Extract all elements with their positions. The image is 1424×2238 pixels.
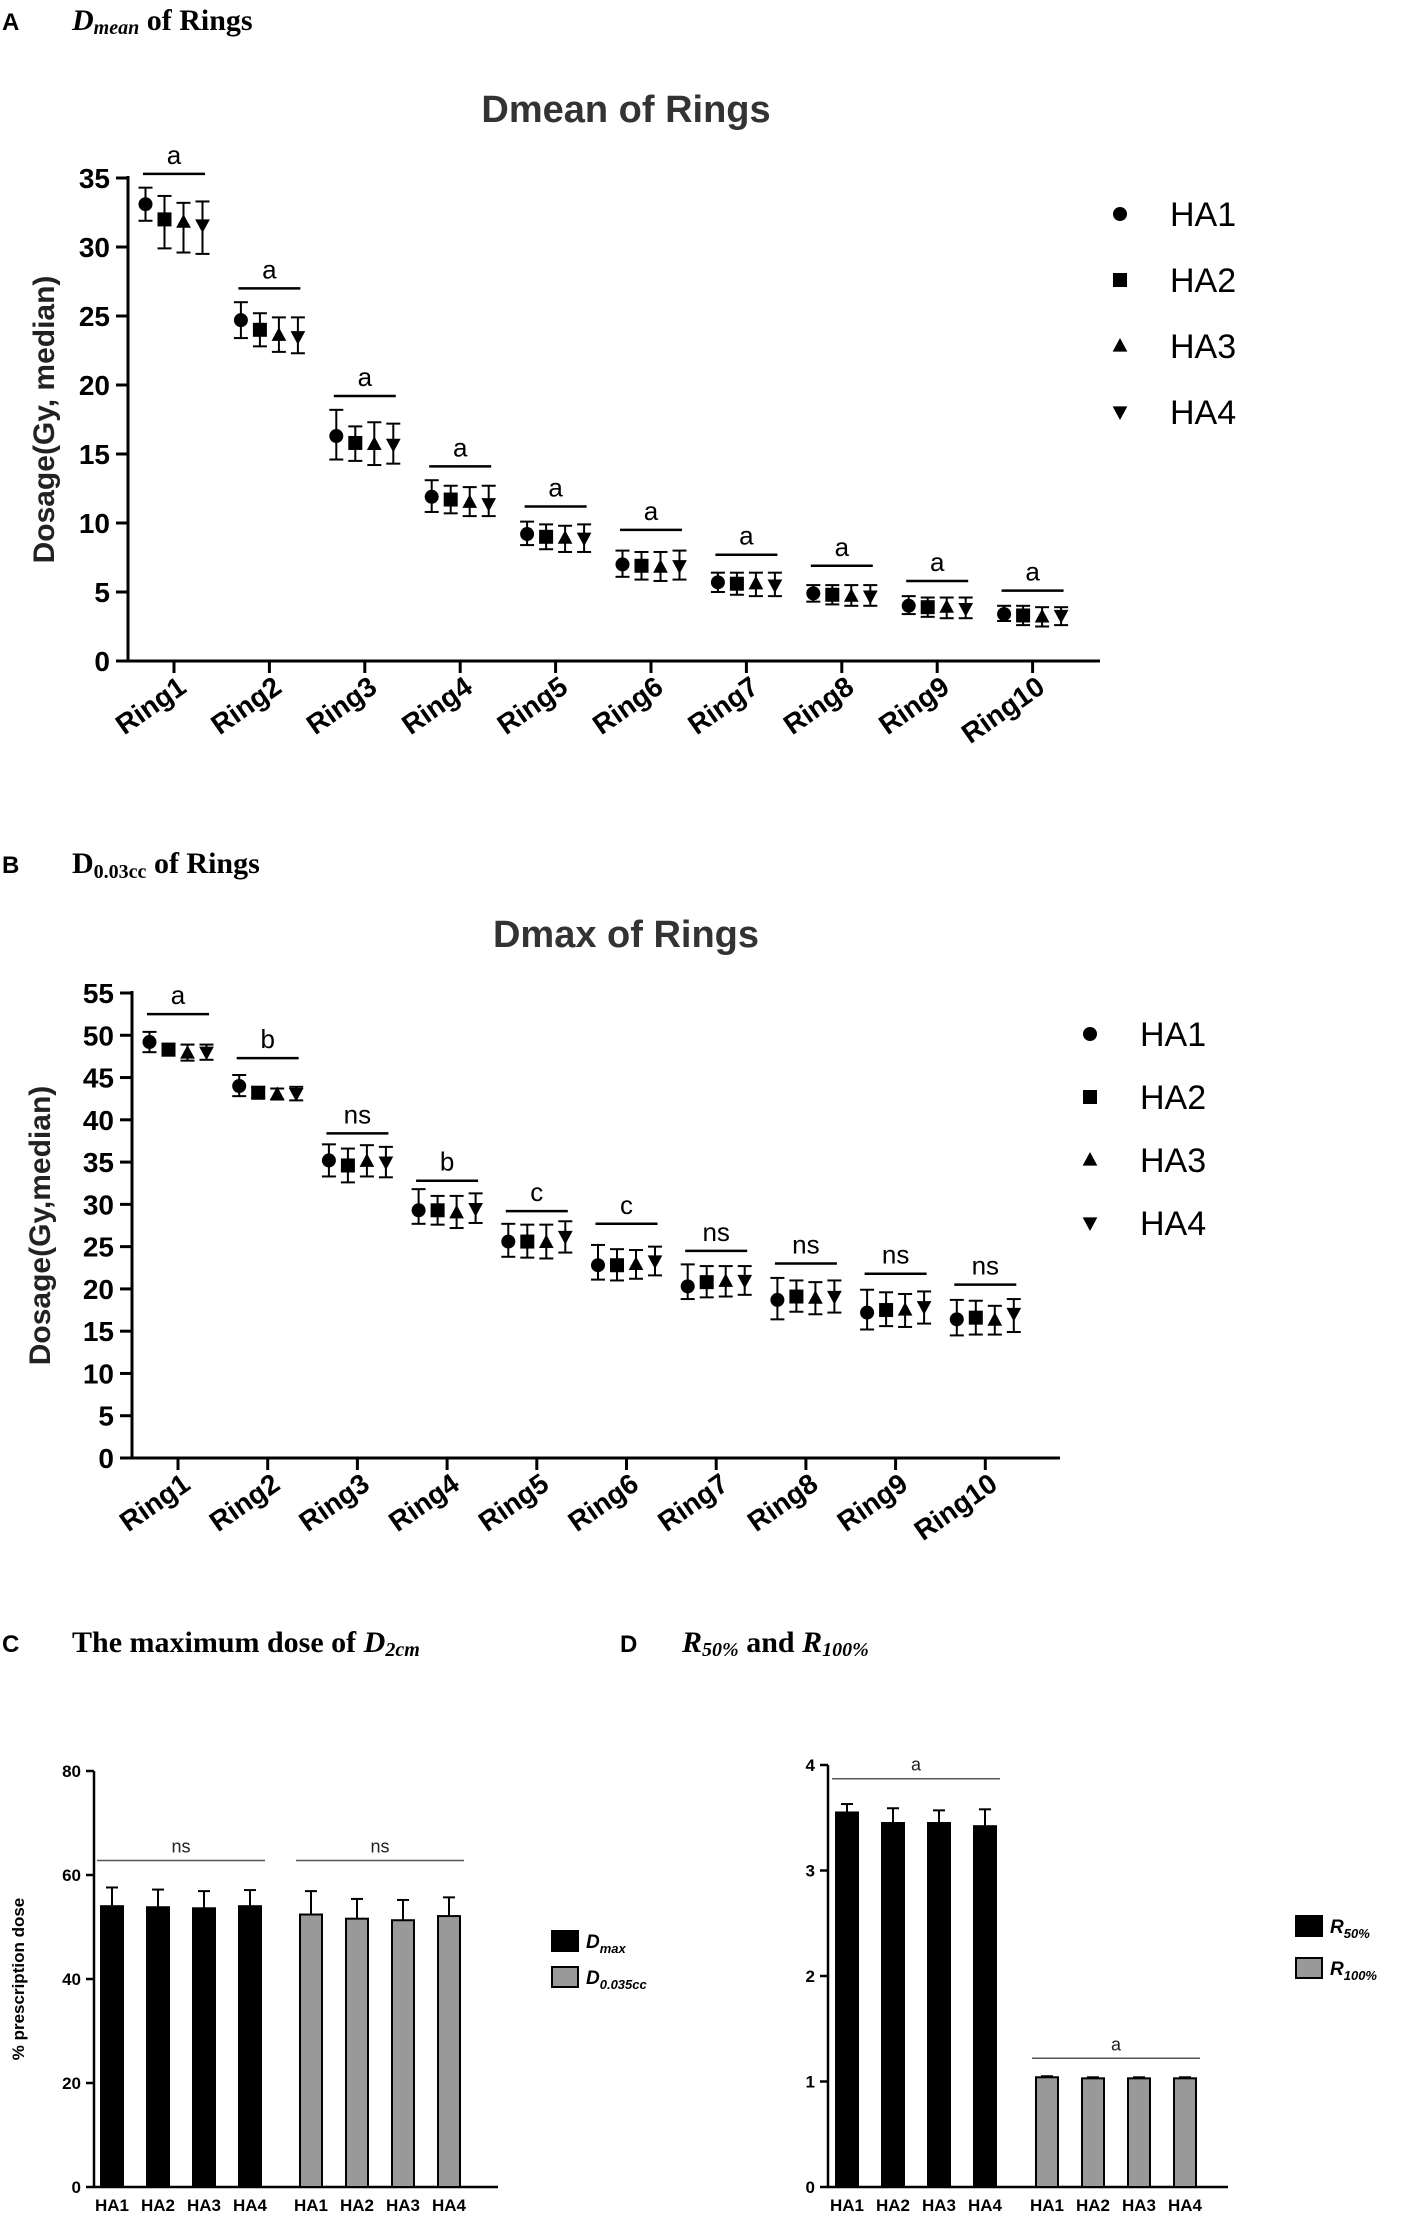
significance-label: ns (171, 1836, 191, 1857)
y-tick-label: 15 (78, 439, 110, 470)
y-tick-label: 25 (82, 1231, 114, 1263)
data-point (234, 313, 248, 327)
legend-marker (1083, 1217, 1098, 1231)
bar (928, 1823, 950, 2187)
panel-a-caption (2, 4, 253, 39)
data-point (808, 1290, 823, 1304)
legend-marker (1083, 1152, 1098, 1166)
y-tick-label: 1 (805, 2072, 815, 2092)
data-point (558, 530, 573, 544)
data-point (180, 1045, 195, 1059)
data-point (199, 1047, 214, 1061)
y-tick-label: 55 (82, 978, 114, 1009)
panel-c-caption (2, 1626, 420, 1661)
chart-a (28, 89, 1236, 749)
y-tick-label: 80 (62, 1762, 81, 1781)
data-point (997, 607, 1011, 621)
data-point (520, 1235, 534, 1249)
y-tick-label: 20 (62, 2074, 81, 2093)
significance-label: a (1025, 556, 1040, 587)
x-tick-label: HA2 (140, 2196, 176, 2215)
significance-label: a (548, 472, 563, 503)
legend-label-main: R (1330, 1917, 1344, 1938)
y-tick-label: 50 (82, 1020, 114, 1052)
legend-label-sub: 100% (1343, 1968, 1377, 1983)
chart-title: Dmean of Rings (481, 89, 771, 131)
x-tick-label: HA3 (186, 2196, 222, 2215)
panel-b-letter: B (2, 852, 20, 879)
data-point (291, 331, 306, 345)
significance-label: a (834, 531, 850, 562)
x-tick-label: Ring4 (396, 670, 478, 741)
legend-label-sub: 50% (1343, 1926, 1370, 1941)
data-point (718, 1273, 733, 1287)
significance-label: ns (343, 1099, 372, 1130)
bar (147, 1907, 169, 2187)
data-point (591, 1258, 605, 1272)
x-tick-label: HA4 (431, 2196, 467, 2215)
x-tick-label: HA1 (293, 2196, 329, 2215)
panel-d-letter: D (620, 1631, 638, 1658)
legend-label (1330, 1917, 1370, 1941)
x-tick-label: HA4 (1167, 2196, 1203, 2215)
legend-label: HA3 (1140, 1142, 1207, 1180)
y-tick-label: 30 (78, 232, 110, 263)
x-tick-label: HA3 (921, 2196, 957, 2215)
data-point (412, 1203, 426, 1217)
panel-b-title-rest: of Rings (146, 847, 260, 880)
panel-a-title-rest: of Rings (139, 4, 253, 37)
data-point (539, 530, 553, 544)
data-point (616, 557, 630, 571)
legend-marker (1083, 1027, 1097, 1041)
data-point (879, 1303, 893, 1317)
data-point (648, 1255, 663, 1269)
panel-a-title (71, 4, 253, 39)
data-point (681, 1279, 695, 1293)
legend-label-main: R (1330, 1959, 1344, 1980)
significance-label: c (530, 1177, 544, 1208)
y-tick-label: 10 (82, 1358, 114, 1390)
legend-swatch (552, 1967, 578, 1987)
x-tick-label: Ring10 (955, 670, 1051, 750)
y-tick-label: 3 (805, 1861, 815, 1881)
data-point (825, 588, 839, 602)
panel-b-title-sub: 0.03cc (93, 861, 147, 883)
data-point (520, 527, 534, 541)
legend-label: HA2 (1140, 1079, 1207, 1117)
y-tick-label: 5 (94, 577, 110, 608)
data-point (672, 560, 687, 574)
legend-label: HA1 (1140, 1016, 1207, 1054)
y-axis-label: Dosage(Gy,median) (24, 1085, 57, 1366)
data-point (462, 494, 477, 508)
data-point (950, 1312, 964, 1326)
data-point (425, 490, 439, 504)
data-point (1054, 610, 1069, 624)
data-point (921, 600, 935, 614)
data-point (749, 576, 764, 590)
legend-marker (1113, 207, 1127, 221)
bar (836, 1812, 858, 2187)
panel-d-caption (620, 1626, 869, 1661)
x-tick-label: HA1 (1029, 2196, 1065, 2215)
y-tick-label: 5 (98, 1400, 114, 1432)
x-tick-label: Ring8 (777, 670, 860, 741)
legend-label-main: D (586, 1968, 600, 1989)
data-point (143, 1035, 157, 1049)
chart-d (806, 1755, 1378, 2215)
panel-c-title-main: D (363, 1626, 386, 1659)
y-tick-label: 0 (94, 646, 110, 677)
bar (392, 1920, 414, 2187)
x-tick-label: Ring10 (908, 1467, 1003, 1547)
data-point (1016, 608, 1030, 622)
bar (438, 1916, 460, 2187)
significance-label: ns (792, 1229, 820, 1260)
data-point (939, 599, 954, 613)
bar (239, 1906, 261, 2187)
legend-label: HA3 (1170, 328, 1237, 366)
panel-a-letter: A (2, 9, 20, 36)
legend-swatch (1296, 1958, 1322, 1978)
significance-label: a (170, 980, 186, 1011)
significance-label: a (357, 362, 373, 393)
x-tick-label: HA1 (829, 2196, 865, 2215)
x-tick-label: HA4 (232, 2196, 268, 2215)
data-point (367, 436, 382, 450)
data-point (577, 533, 592, 547)
bar (300, 1915, 322, 2187)
legend-label-main: D (586, 1932, 600, 1953)
data-point (770, 1293, 784, 1307)
data-point (653, 559, 668, 573)
y-tick-label: 25 (78, 301, 110, 332)
data-point (969, 1311, 983, 1325)
data-point (1035, 609, 1050, 623)
bar (193, 1908, 215, 2187)
bar (1082, 2078, 1104, 2187)
panel-d-title-r50: R (682, 1626, 703, 1659)
x-tick-label: Ring6 (562, 1467, 644, 1538)
data-point (635, 559, 649, 573)
data-point (610, 1258, 624, 1272)
panel-a-title-main: D (72, 4, 94, 37)
significance-label: a (1110, 2034, 1122, 2055)
significance-label: ns (971, 1250, 1000, 1281)
data-point (863, 591, 878, 605)
data-point (468, 1203, 483, 1217)
x-tick-label: HA2 (1075, 2196, 1111, 2215)
y-tick-label: 15 (82, 1316, 114, 1348)
significance-label: b (439, 1146, 455, 1177)
data-point (700, 1275, 714, 1289)
legend-label: HA4 (1170, 394, 1237, 432)
y-tick-label: 40 (62, 1970, 81, 1989)
y-tick-label: 35 (78, 163, 110, 194)
y-axis-label: % prescription dose (9, 1897, 28, 2061)
data-point (348, 436, 362, 450)
x-tick-label: Ring5 (472, 1467, 555, 1538)
significance-label: a (929, 546, 945, 577)
legend-label: HA1 (1170, 196, 1237, 234)
data-point (253, 323, 267, 337)
panel-d-title-r50-sub: 50% (702, 1639, 739, 1661)
data-point (195, 219, 210, 233)
data-point (431, 1203, 445, 1217)
y-axis-label: Dosage(Gy, median) (28, 275, 61, 564)
significance-label: b (260, 1024, 275, 1055)
x-tick-label: Ring6 (586, 670, 669, 741)
data-point (711, 575, 725, 589)
data-point (341, 1158, 355, 1172)
data-point (558, 1231, 573, 1245)
y-tick-label: 20 (78, 370, 110, 401)
x-tick-label: HA3 (1121, 2196, 1157, 2215)
x-tick-label: Ring3 (300, 670, 383, 741)
legend-marker (1113, 273, 1127, 287)
data-point (539, 1234, 554, 1248)
data-point (481, 498, 496, 512)
data-point (737, 1275, 752, 1289)
significance-label: ns (702, 1216, 730, 1247)
data-point (898, 1302, 913, 1316)
legend-marker (1083, 1090, 1097, 1104)
x-tick-label: HA2 (339, 2196, 375, 2215)
data-point (902, 599, 916, 613)
x-tick-label: Ring1 (109, 670, 192, 741)
x-tick-label: Ring3 (293, 1467, 375, 1538)
data-point (987, 1312, 1002, 1326)
y-tick-label: 2 (805, 1967, 815, 1986)
data-point (162, 1043, 176, 1057)
y-tick-label: 60 (62, 1866, 81, 1885)
significance-label: ns (881, 1239, 910, 1270)
data-point (232, 1079, 246, 1093)
legend-label-sub: 0.035cc (599, 1977, 647, 1992)
y-tick-label: 40 (82, 1104, 114, 1136)
bar (346, 1919, 368, 2187)
data-point (449, 1205, 464, 1219)
data-point (789, 1290, 803, 1304)
legend-label-sub: max (599, 1941, 626, 1956)
panel-d-title-r100-sub: 100% (822, 1639, 869, 1661)
y-tick-label: 0 (71, 2178, 81, 2197)
panel-b-caption (2, 847, 260, 883)
data-point (176, 214, 191, 228)
legend-marker (1113, 406, 1128, 420)
chart-title: Dmax of Rings (492, 914, 760, 956)
panel-c-title-text: The maximum dose of (72, 1626, 364, 1659)
x-tick-label: HA3 (385, 2196, 421, 2215)
data-point (360, 1153, 375, 1167)
data-point (379, 1156, 394, 1170)
panel-d-title-and: and (738, 1626, 803, 1659)
legend-label (586, 1968, 647, 1992)
x-tick-label: Ring4 (383, 1467, 465, 1538)
panel-b-title (72, 847, 260, 883)
panel-c-title (72, 1626, 420, 1661)
bar (882, 1823, 904, 2187)
chart-b (24, 914, 1206, 1546)
legend-label: HA4 (1140, 1205, 1207, 1243)
data-point (827, 1291, 842, 1305)
y-tick-label: 30 (82, 1189, 114, 1221)
x-tick-label: Ring8 (741, 1467, 824, 1538)
data-point (958, 603, 973, 617)
significance-label: a (166, 139, 182, 170)
y-tick-label: 0 (98, 1443, 114, 1474)
data-point (139, 197, 153, 211)
bar (1036, 2077, 1058, 2187)
data-point (386, 439, 401, 453)
data-point (860, 1306, 874, 1320)
data-point (730, 577, 744, 591)
data-point (158, 212, 172, 226)
legend-label: HA2 (1170, 262, 1237, 300)
panel-c-title-sub: 2cm (385, 1639, 420, 1661)
panel-c-letter: C (2, 1631, 20, 1658)
chart-c (9, 1762, 647, 2215)
y-tick-label: 35 (82, 1147, 114, 1179)
x-tick-label: Ring5 (491, 670, 574, 741)
data-point (272, 327, 287, 341)
x-tick-label: Ring2 (205, 670, 287, 741)
significance-label: a (643, 495, 659, 526)
panel-b-title-main: D (72, 847, 94, 880)
data-point (917, 1301, 932, 1315)
data-point (251, 1086, 265, 1100)
legend-label (586, 1932, 627, 1956)
data-point (444, 493, 458, 507)
y-tick-label: 10 (78, 508, 110, 539)
data-point (501, 1235, 515, 1249)
data-point (629, 1256, 644, 1270)
significance-label: a (910, 1754, 922, 1775)
data-point (844, 588, 859, 602)
legend-swatch (552, 1931, 578, 1951)
x-tick-label: Ring7 (652, 1467, 734, 1538)
data-point (322, 1153, 336, 1167)
x-tick-label: Ring2 (203, 1467, 286, 1538)
legend-marker (1113, 338, 1128, 352)
y-tick-label: 0 (805, 2178, 815, 2197)
x-tick-label: Ring9 (873, 670, 955, 741)
data-point (768, 580, 783, 594)
panel-d-title-r100: R (802, 1626, 823, 1659)
legend-label (1330, 1959, 1377, 1983)
bar (1128, 2078, 1150, 2187)
significance-label: a (452, 432, 468, 463)
x-tick-label: HA1 (94, 2196, 130, 2215)
x-tick-label: HA2 (875, 2196, 911, 2215)
x-tick-label: Ring9 (831, 1467, 914, 1538)
panel-d-title (681, 1626, 869, 1661)
panel-a-title-sub: mean (93, 17, 140, 39)
y-tick-label: 4 (805, 1756, 815, 1775)
bar (1174, 2078, 1196, 2187)
legend-swatch (1296, 1916, 1322, 1936)
significance-label: a (262, 254, 277, 285)
significance-label: a (739, 520, 754, 551)
y-tick-label: 45 (82, 1062, 114, 1094)
significance-label: c (620, 1189, 633, 1220)
bar (974, 1826, 996, 2187)
significance-label: ns (370, 1836, 390, 1857)
data-point (806, 586, 820, 600)
data-point (329, 429, 343, 443)
x-tick-label: Ring7 (682, 670, 764, 741)
bar (101, 1906, 123, 2187)
y-tick-label: 20 (82, 1273, 114, 1305)
x-tick-label: Ring1 (113, 1467, 196, 1538)
x-tick-label: HA4 (967, 2196, 1003, 2215)
data-point (1006, 1308, 1021, 1322)
